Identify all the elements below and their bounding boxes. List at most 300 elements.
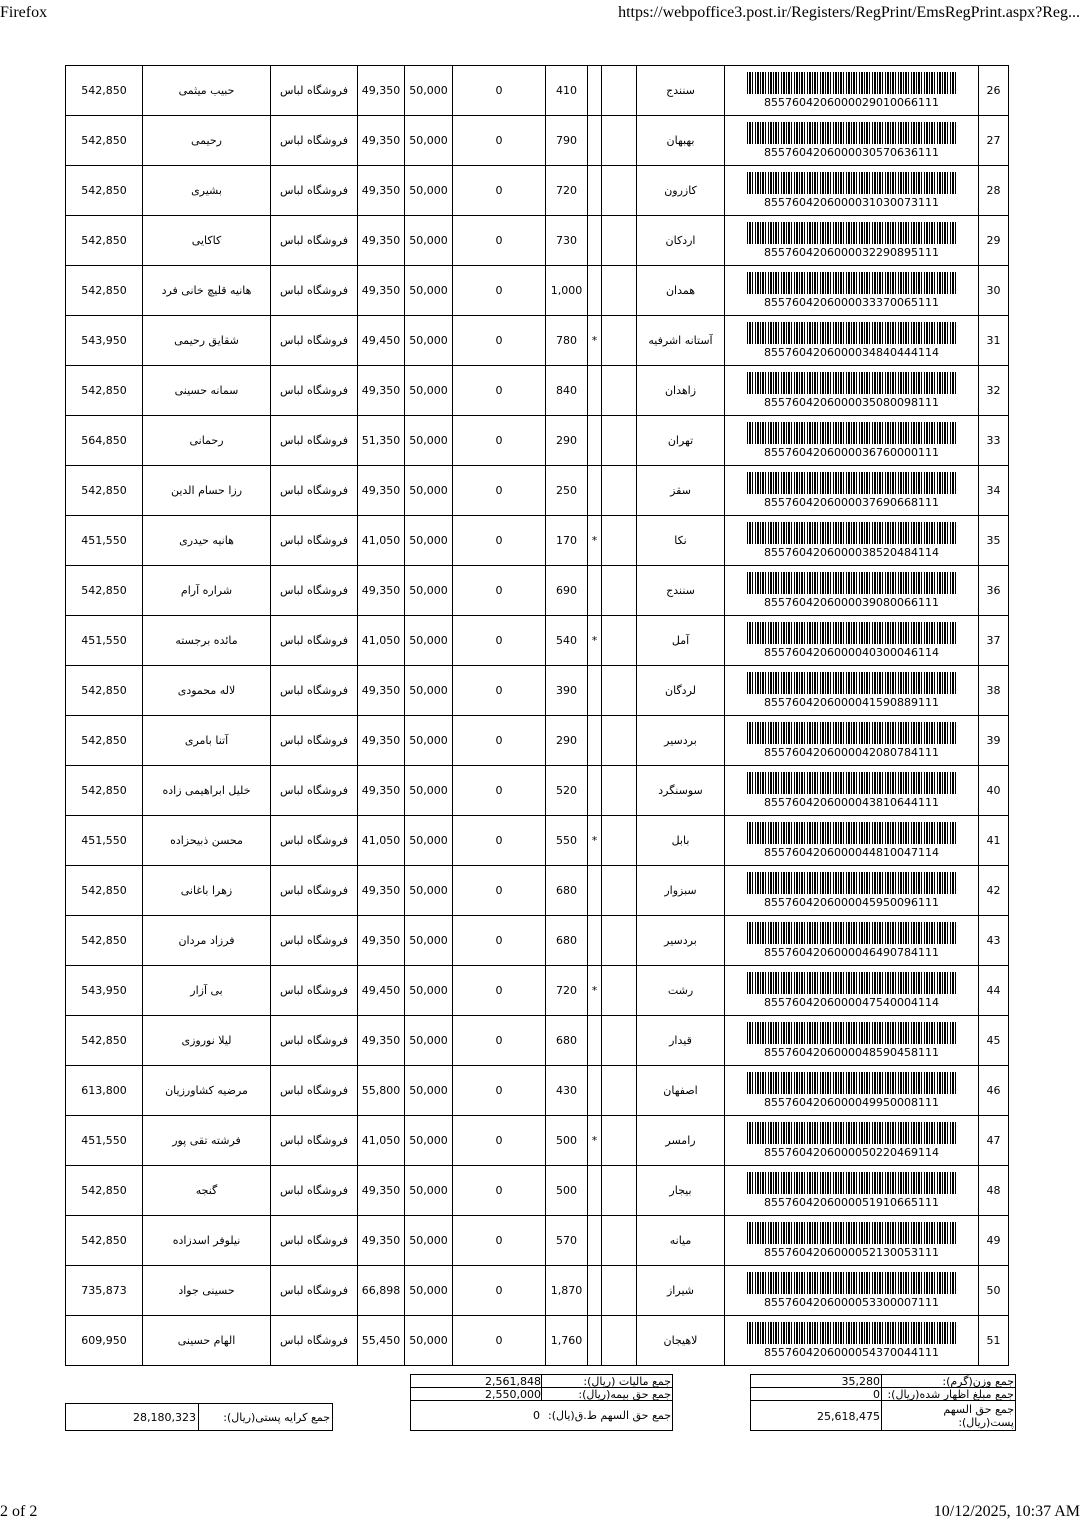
city-cell: سنندج <box>637 566 725 616</box>
sender-cell: فروشگاه لباس <box>271 116 358 166</box>
weight-cell: 500 <box>546 1116 588 1166</box>
barcode-number: 8557604206000032290895111 <box>764 246 939 259</box>
table-row <box>66 116 1009 166</box>
post-share-total-row <box>750 1402 1016 1430</box>
table-row <box>66 166 1009 216</box>
city-cell: همدان <box>637 266 725 316</box>
name-cell: نیلوفر اسدزاده <box>143 1216 271 1266</box>
row-index-cell: 50 <box>979 1266 1009 1316</box>
declared-cell: 0 <box>453 1316 546 1366</box>
name-cell: کاکایی <box>143 216 271 266</box>
name-cell: الهام حسینی <box>143 1316 271 1366</box>
barcode-cell <box>725 1266 979 1316</box>
table-row <box>66 66 1009 116</box>
fee-cell: 55,800 <box>358 1066 405 1116</box>
weight-cell: 790 <box>546 116 588 166</box>
table-row <box>66 1166 1009 1216</box>
declared-cell: 0 <box>453 1116 546 1166</box>
name-cell: گنجه <box>143 1166 271 1216</box>
fee-cell: 41,050 <box>358 516 405 566</box>
fee-cell: 49,350 <box>358 66 405 116</box>
name-cell: لیلا نوروزی <box>143 1016 271 1066</box>
barcode-number: 8557604206000048590458111 <box>764 1046 939 1059</box>
row-index-cell: 38 <box>979 666 1009 716</box>
barcode-image <box>747 122 957 144</box>
row-index-cell: 49 <box>979 1216 1009 1266</box>
blank-cell <box>602 1016 637 1066</box>
total-cell: 542,850 <box>66 366 143 416</box>
barcode-cell <box>725 216 979 266</box>
fee-cell: 66,898 <box>358 1266 405 1316</box>
barcode-cell <box>725 616 979 666</box>
barcode-number: 8557604206000044810047114 <box>764 846 939 859</box>
declared-cell: 0 <box>453 916 546 966</box>
barcode-image <box>747 172 957 194</box>
total-cell: 542,850 <box>66 116 143 166</box>
postal-rent-box <box>65 1403 333 1431</box>
row-index-cell: 29 <box>979 216 1009 266</box>
browser-app-name: Firefox <box>0 4 48 21</box>
barcode-number: 8557604206000037690668111 <box>764 496 939 509</box>
flag-cell <box>588 466 602 516</box>
insurance-total-label: جمع حق بیمه(ریال): <box>578 1388 671 1401</box>
insurance-cell: 50,000 <box>405 1016 453 1066</box>
barcode-image <box>747 1172 957 1194</box>
declared-cell: 0 <box>453 566 546 616</box>
row-index-cell: 30 <box>979 266 1009 316</box>
flag-cell <box>588 166 602 216</box>
insurance-cell: 50,000 <box>405 516 453 566</box>
sender-cell: فروشگاه لباس <box>271 666 358 716</box>
fee-cell: 49,350 <box>358 916 405 966</box>
row-index-cell: 48 <box>979 1166 1009 1216</box>
weight-cell: 680 <box>546 866 588 916</box>
insurance-cell: 50,000 <box>405 1066 453 1116</box>
blank-cell <box>602 1216 637 1266</box>
barcode-number: 8557604206000030570636111 <box>764 146 939 159</box>
weight-total-label: جمع وزن(گرم): <box>942 1375 1014 1388</box>
blank-cell <box>602 66 637 116</box>
declared-cell: 0 <box>453 1016 546 1066</box>
insurance-cell: 50,000 <box>405 1316 453 1366</box>
barcode-image <box>747 522 957 544</box>
city-cell: بردسیر <box>637 916 725 966</box>
row-index-cell: 35 <box>979 516 1009 566</box>
fee-cell: 49,350 <box>358 716 405 766</box>
row-index-cell: 32 <box>979 366 1009 416</box>
blank-cell <box>602 716 637 766</box>
barcode-image <box>747 322 957 344</box>
insurance-cell: 50,000 <box>405 816 453 866</box>
blank-cell <box>602 916 637 966</box>
row-index-cell: 33 <box>979 416 1009 466</box>
table-row <box>66 816 1009 866</box>
weight-cell: 720 <box>546 966 588 1016</box>
flag-cell <box>588 666 602 716</box>
barcode-cell <box>725 1116 979 1166</box>
barcode-cell <box>725 66 979 116</box>
insurance-cell: 50,000 <box>405 66 453 116</box>
table-row <box>66 666 1009 716</box>
page-url: https://webpoffice3.post.ir/Registers/RegPrint/EmsRegPrint.aspx?Reg... <box>618 4 1080 21</box>
weight-cell: 390 <box>546 666 588 716</box>
barcode-number: 8557604206000046490784111 <box>764 946 939 959</box>
row-index-cell: 39 <box>979 716 1009 766</box>
barcode-cell <box>725 1016 979 1066</box>
name-cell: حبیب میثمی <box>143 66 271 116</box>
weight-cell: 1,000 <box>546 266 588 316</box>
insurance-cell: 50,000 <box>405 766 453 816</box>
flag-cell <box>588 416 602 466</box>
barcode-number: 8557604206000035080098111 <box>764 396 939 409</box>
name-cell: حسینی جواد <box>143 1266 271 1316</box>
city-cell: اصفهان <box>637 1066 725 1116</box>
row-index-cell: 44 <box>979 966 1009 1016</box>
declared-cell: 0 <box>453 166 546 216</box>
barcode-number: 8557604206000052130053111 <box>764 1246 939 1259</box>
insurance-cell: 50,000 <box>405 1216 453 1266</box>
total-cell: 542,850 <box>66 566 143 616</box>
barcode-number: 8557604206000049950008111 <box>764 1096 939 1109</box>
sender-cell: فروشگاه لباس <box>271 416 358 466</box>
sender-cell: فروشگاه لباس <box>271 1066 358 1116</box>
insurance-cell: 50,000 <box>405 166 453 216</box>
city-cell: سقز <box>637 466 725 516</box>
city-cell: شیراز <box>637 1266 725 1316</box>
name-cell: سمانه حسینی <box>143 366 271 416</box>
sender-cell: فروشگاه لباس <box>271 516 358 566</box>
insurance-cell: 50,000 <box>405 316 453 366</box>
declared-cell: 0 <box>453 666 546 716</box>
sender-cell: فروشگاه لباس <box>271 1016 358 1066</box>
registration-table <box>65 65 1009 1366</box>
flag-cell <box>588 1166 602 1216</box>
total-cell: 542,850 <box>66 216 143 266</box>
flag-cell: * <box>588 516 602 566</box>
row-index-cell: 51 <box>979 1316 1009 1366</box>
fee-cell: 55,450 <box>358 1316 405 1366</box>
flag-cell <box>588 866 602 916</box>
declared-cell: 0 <box>453 1066 546 1116</box>
city-cell: آستانه اشرفیه <box>637 316 725 366</box>
total-cell: 613,800 <box>66 1066 143 1116</box>
blank-cell <box>602 1116 637 1166</box>
table-row <box>66 1016 1009 1066</box>
fee-cell: 49,350 <box>358 1216 405 1266</box>
declared-cell: 0 <box>453 1166 546 1216</box>
weight-cell: 540 <box>546 616 588 666</box>
insurance-cell: 50,000 <box>405 216 453 266</box>
weight-cell: 410 <box>546 66 588 116</box>
total-cell: 542,850 <box>66 466 143 516</box>
name-cell: رحمانی <box>143 416 271 466</box>
fee-cell: 49,350 <box>358 216 405 266</box>
weight-cell: 520 <box>546 766 588 816</box>
table-row <box>66 416 1009 466</box>
total-cell: 735,873 <box>66 1266 143 1316</box>
sender-cell: فروشگاه لباس <box>271 1316 358 1366</box>
sender-cell: فروشگاه لباس <box>271 1266 358 1316</box>
weight-cell: 780 <box>546 316 588 366</box>
sender-cell: فروشگاه لباس <box>271 966 358 1016</box>
flag-cell <box>588 916 602 966</box>
post-share-total-value: 25,618,475 <box>817 1410 880 1423</box>
barcode-number: 8557604206000043810644111 <box>764 796 939 809</box>
city-cell: لردگان <box>637 666 725 716</box>
barcode-number: 8557604206000051910665111 <box>764 1196 939 1209</box>
name-cell: آتنا بامری <box>143 716 271 766</box>
total-cell: 451,550 <box>66 816 143 866</box>
sender-cell: فروشگاه لباس <box>271 66 358 116</box>
sender-cell: فروشگاه لباس <box>271 566 358 616</box>
row-index-cell: 34 <box>979 466 1009 516</box>
name-cell: شقایق رحیمی <box>143 316 271 366</box>
barcode-number: 8557604206000039080066111 <box>764 596 939 609</box>
table-row <box>66 1216 1009 1266</box>
weight-cell: 1,760 <box>546 1316 588 1366</box>
barcode-number: 8557604206000031030073111 <box>764 196 939 209</box>
barcode-image <box>747 1022 957 1044</box>
insurance-cell: 50,000 <box>405 416 453 466</box>
insurance-cell: 50,000 <box>405 266 453 316</box>
city-cell: میانه <box>637 1216 725 1266</box>
blank-cell <box>602 266 637 316</box>
barcode-cell <box>725 1166 979 1216</box>
barcode-image <box>747 1122 957 1144</box>
declared-total-value: 0 <box>873 1388 880 1401</box>
table-row <box>66 366 1009 416</box>
flag-cell <box>588 1316 602 1366</box>
weight-cell: 680 <box>546 916 588 966</box>
total-cell: 542,850 <box>66 66 143 116</box>
row-index-cell: 26 <box>979 66 1009 116</box>
blank-cell <box>602 166 637 216</box>
barcode-cell <box>725 266 979 316</box>
barcode-number: 8557604206000041590889111 <box>764 696 939 709</box>
total-cell: 542,850 <box>66 666 143 716</box>
total-cell: 451,550 <box>66 1116 143 1166</box>
weight-total-value: 35,280 <box>841 1375 880 1388</box>
total-cell: 609,950 <box>66 1316 143 1366</box>
name-cell: هانیه قلیچ خانی فرد <box>143 266 271 316</box>
fee-cell: 41,050 <box>358 616 405 666</box>
flag-cell: * <box>588 1116 602 1166</box>
name-cell: لاله محمودی <box>143 666 271 716</box>
barcode-image <box>747 1072 957 1094</box>
barcode-number: 8557604206000050220469114 <box>764 1146 939 1159</box>
blank-cell <box>602 416 637 466</box>
flag-cell <box>588 1266 602 1316</box>
barcode-cell <box>725 966 979 1016</box>
city-cell: بیجار <box>637 1166 725 1216</box>
barcode-image <box>747 1222 957 1244</box>
city-cell: قیدار <box>637 1016 725 1066</box>
insurance-cell: 50,000 <box>405 616 453 666</box>
fee-cell: 41,050 <box>358 816 405 866</box>
name-cell: مائده برجسته <box>143 616 271 666</box>
city-cell: سبزوار <box>637 866 725 916</box>
sender-cell: فروشگاه لباس <box>271 216 358 266</box>
insurance-cell: 50,000 <box>405 366 453 416</box>
declared-cell: 0 <box>453 616 546 666</box>
city-cell: لاهیجان <box>637 1316 725 1366</box>
declared-cell: 0 <box>453 116 546 166</box>
name-cell: هانیه حیدری <box>143 516 271 566</box>
total-cell: 542,850 <box>66 1216 143 1266</box>
blank-cell <box>602 1266 637 1316</box>
city-cell: بردسیر <box>637 716 725 766</box>
city-cell: سنندج <box>637 66 725 116</box>
city-cell: سوسنگرد <box>637 766 725 816</box>
blank-cell <box>602 216 637 266</box>
blank-cell <box>602 866 637 916</box>
fee-cell: 49,350 <box>358 866 405 916</box>
barcode-image <box>747 1322 957 1344</box>
flag-cell <box>588 766 602 816</box>
barcode-cell <box>725 766 979 816</box>
weight-cell: 720 <box>546 166 588 216</box>
barcode-cell <box>725 116 979 166</box>
declared-cell: 0 <box>453 266 546 316</box>
blank-cell <box>602 316 637 366</box>
sender-cell: فروشگاه لباس <box>271 916 358 966</box>
barcode-cell <box>725 366 979 416</box>
fee-cell: 49,350 <box>358 116 405 166</box>
print-datetime: 10/12/2025, 10:37 AM <box>933 1503 1080 1520</box>
weight-cell: 1,870 <box>546 1266 588 1316</box>
flag-cell: * <box>588 816 602 866</box>
barcode-cell <box>725 1216 979 1266</box>
barcode-image <box>747 822 957 844</box>
insurance-cell: 50,000 <box>405 916 453 966</box>
flag-cell <box>588 216 602 266</box>
fee-cell: 49,350 <box>358 466 405 516</box>
declared-total-label: جمع مبلغ اظهار شده(ریال): <box>887 1388 1014 1401</box>
barcode-image <box>747 1272 957 1294</box>
sender-cell: فروشگاه لباس <box>271 266 358 316</box>
declared-cell: 0 <box>453 1266 546 1316</box>
table-row <box>66 916 1009 966</box>
declared-cell: 0 <box>453 966 546 1016</box>
row-index-cell: 27 <box>979 116 1009 166</box>
name-cell: محسن ذبیحزاده <box>143 816 271 866</box>
fee-cell: 49,450 <box>358 966 405 1016</box>
postal-rent-label: جمع کرایه پستی(ریال): <box>223 1411 330 1424</box>
name-cell: فرزاد مردان <box>143 916 271 966</box>
flag-cell <box>588 1216 602 1266</box>
sender-cell: فروشگاه لباس <box>271 616 358 666</box>
row-index-cell: 46 <box>979 1066 1009 1116</box>
declared-cell: 0 <box>453 816 546 866</box>
declared-cell: 0 <box>453 466 546 516</box>
blank-cell <box>602 966 637 1016</box>
barcode-cell <box>725 466 979 516</box>
barcode-image <box>747 72 957 94</box>
blank-cell <box>602 666 637 716</box>
barcode-number: 8557604206000040300046114 <box>764 646 939 659</box>
barcode-number: 8557604206000029010066111 <box>764 96 939 109</box>
blank-cell <box>602 1166 637 1216</box>
table-row <box>66 716 1009 766</box>
sender-cell: فروشگاه لباس <box>271 166 358 216</box>
blank-cell <box>602 466 637 516</box>
page-count: 2 of 2 <box>0 1503 38 1520</box>
table-row <box>66 566 1009 616</box>
row-index-cell: 36 <box>979 566 1009 616</box>
row-index-cell: 45 <box>979 1016 1009 1066</box>
row-index-cell: 47 <box>979 1116 1009 1166</box>
barcode-number: 8557604206000036760000111 <box>764 446 939 459</box>
flag-cell <box>588 566 602 616</box>
post-share-total-label: جمع حق السهم پست(ریال): <box>943 1403 1014 1429</box>
declared-cell: 0 <box>453 66 546 116</box>
insurance-cell: 50,000 <box>405 966 453 1016</box>
flag-cell: * <box>588 316 602 366</box>
name-cell: خلیل ابراهیمی زاده <box>143 766 271 816</box>
insurance-cell: 50,000 <box>405 716 453 766</box>
barcode-cell <box>725 316 979 366</box>
name-cell: فرشته تقی پور <box>143 1116 271 1166</box>
blank-cell <box>602 1066 637 1116</box>
barcode-cell <box>725 1316 979 1366</box>
barcode-cell <box>725 566 979 616</box>
sender-cell: فروشگاه لباس <box>271 366 358 416</box>
total-cell: 542,850 <box>66 1166 143 1216</box>
fee-cell: 49,350 <box>358 366 405 416</box>
barcode-image <box>747 672 957 694</box>
fee-cell: 51,350 <box>358 416 405 466</box>
barcode-number: 8557604206000053300007111 <box>764 1296 939 1309</box>
weight-cell: 500 <box>546 1166 588 1216</box>
name-cell: زهرا باغانی <box>143 866 271 916</box>
total-cell: 564,850 <box>66 416 143 466</box>
city-cell: آمل <box>637 616 725 666</box>
barcode-cell <box>725 666 979 716</box>
city-cell: تهران <box>637 416 725 466</box>
flag-cell <box>588 1066 602 1116</box>
tax-total-value: 2,561,848 <box>485 1375 541 1388</box>
row-index-cell: 43 <box>979 916 1009 966</box>
barcode-cell <box>725 166 979 216</box>
insurance-cell: 50,000 <box>405 466 453 516</box>
flag-cell <box>588 716 602 766</box>
declared-cell: 0 <box>453 1216 546 1266</box>
weight-cell: 550 <box>546 816 588 866</box>
fee-cell: 49,350 <box>358 666 405 716</box>
city-cell: رشت <box>637 966 725 1016</box>
insurance-total-value: 2,550,000 <box>485 1388 541 1401</box>
total-cell: 542,850 <box>66 266 143 316</box>
weight-cell: 290 <box>546 716 588 766</box>
weight-cell: 250 <box>546 466 588 516</box>
row-index-cell: 37 <box>979 616 1009 666</box>
table-row <box>66 1116 1009 1166</box>
city-cell: زاهدان <box>637 366 725 416</box>
fee-cell: 49,350 <box>358 1016 405 1066</box>
table-row <box>66 266 1009 316</box>
sender-cell: فروشگاه لباس <box>271 1216 358 1266</box>
name-cell: مرضیه کشاورزیان <box>143 1066 271 1116</box>
barcode-image <box>747 222 957 244</box>
total-cell: 542,850 <box>66 766 143 816</box>
table-row <box>66 866 1009 916</box>
fee-cell: 49,450 <box>358 316 405 366</box>
barcode-image <box>747 372 957 394</box>
barcode-number: 8557604206000047540004114 <box>764 996 939 1009</box>
barcode-image <box>747 922 957 944</box>
row-index-cell: 42 <box>979 866 1009 916</box>
barcode-image <box>747 472 957 494</box>
